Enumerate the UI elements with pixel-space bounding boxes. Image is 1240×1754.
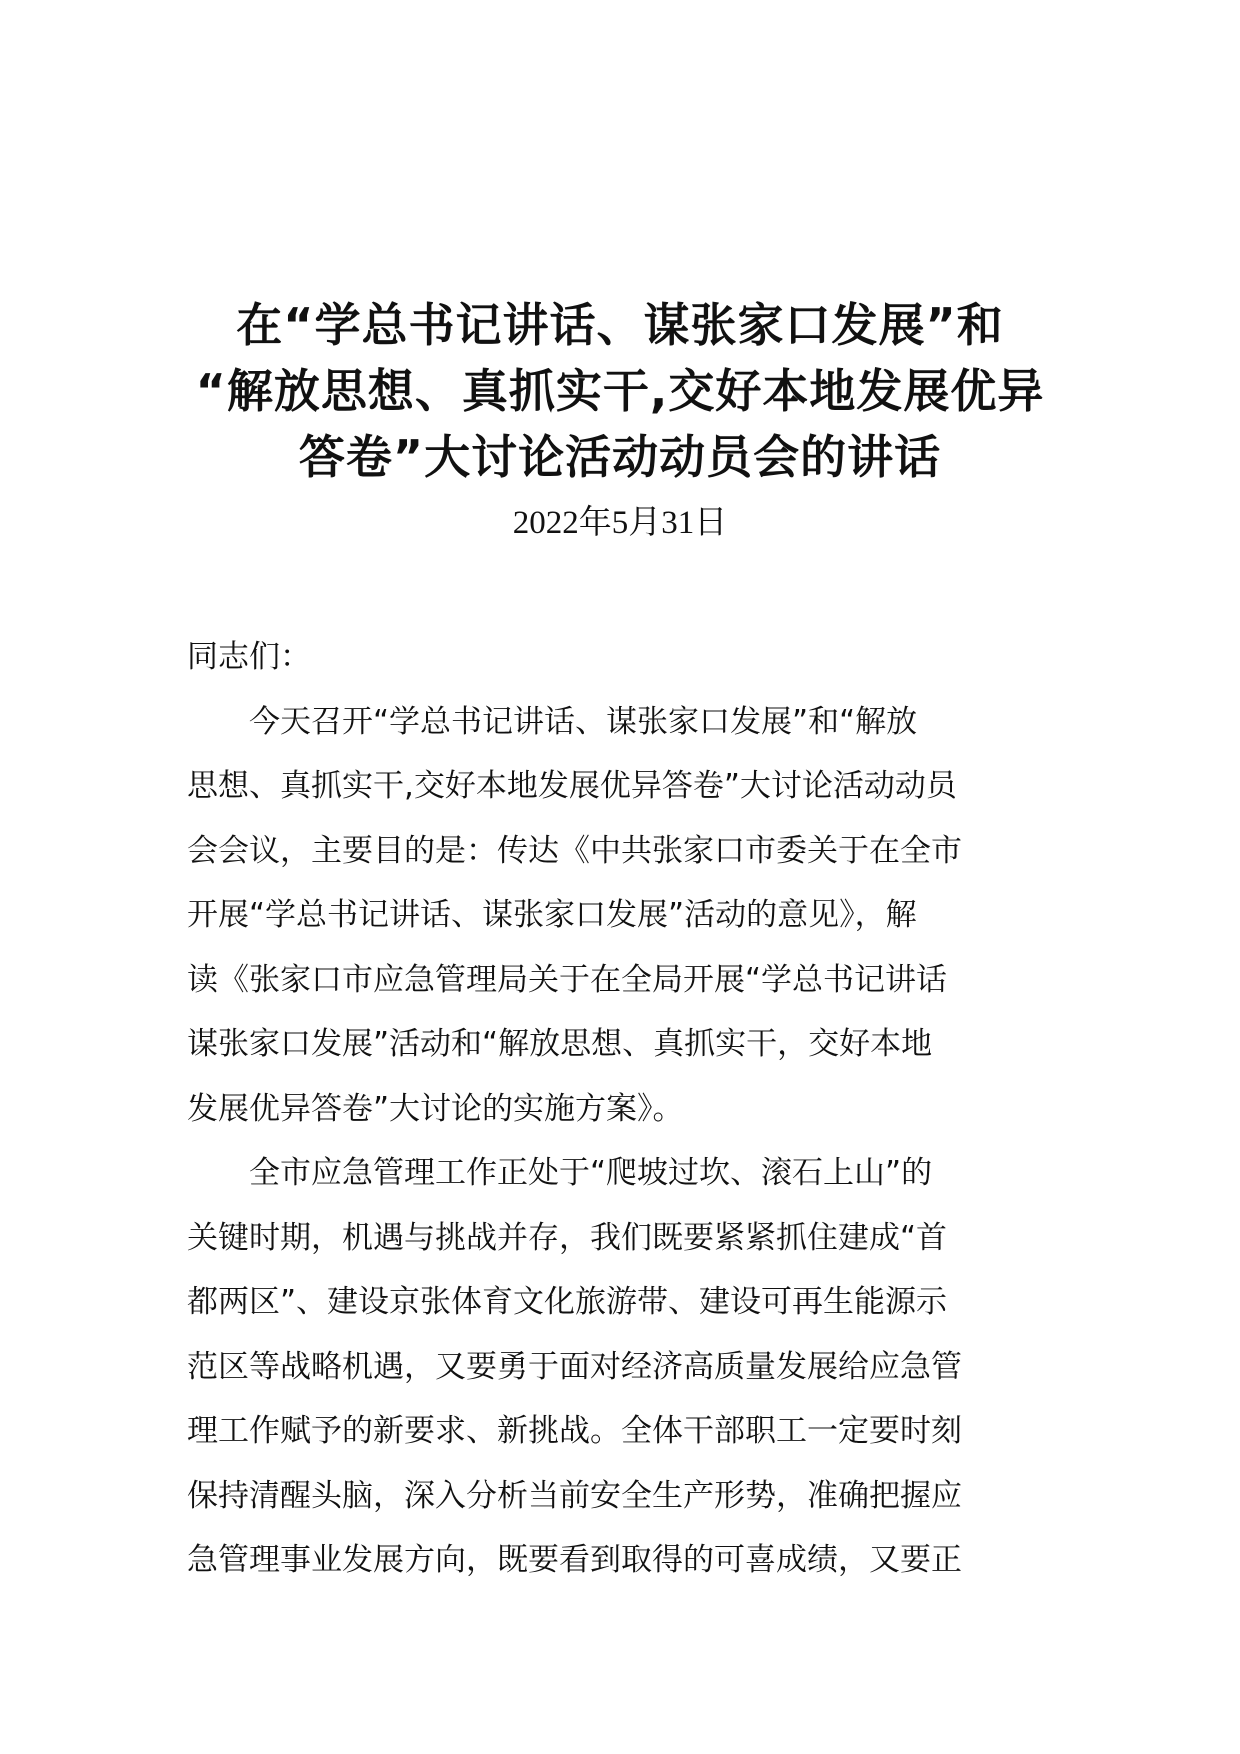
paragraph-2-line: 范区等战略机遇，又要勇于面对经济高质量发展给应急管 [187,1348,962,1385]
paragraph-2-line: 理工作赋予的新要求、新挑战。全体干部职工一定要时刻 [187,1413,962,1449]
paragraph-1-line: 会会议，主要目的是：传达《中共张家口市委关于在全市 [187,832,962,869]
paragraph-1 [187,690,1057,1142]
salutation: 同志们： [187,639,311,675]
paragraph-2-line: 保持清醒头脑，深入分析当前安全生产形势，准确把握应 [187,1477,962,1514]
paragraph-2-line: 都两区”、建设京张体育文化旅游带、建设可再生能源示 [187,1284,948,1320]
document-body [187,625,1057,1593]
paragraph-2-line: 全市应急管理工作正处于“爬坡过坎、滚石上山”的 [249,1155,933,1191]
document-title [150,292,1090,490]
paragraph-1-line: 今天召开“学总书记讲话、谋张家口发展”和“解放 [249,703,918,740]
paragraph-1-line: 思想、真抓实干,交好本地发展优异答卷”大讨论活动动员 [187,768,957,804]
paragraph-1-line: 谋张家口发展”活动和“解放思想、真抓实干，交好本地 [187,1026,933,1062]
title-line-3: 答卷”大讨论活动动员会的讲话 [298,430,942,484]
document-date: 2022年5月31日 [512,505,728,541]
paragraph-1-line: 读《张家口市应急管理局关于在全局开展“学总书记讲话 [187,961,948,998]
paragraph-2-line: 急管理事业发展方向，既要看到取得的可喜成绩，又要正 [187,1542,962,1578]
title-line-1: 在“学总书记讲话、谋张家口发展”和 [236,298,1004,352]
title-line-2: “解放思想、真抓实干,交好本地发展优异 [195,364,1045,418]
paragraph-2 [187,1141,1057,1593]
paragraph-2-line: 关键时期，机遇与挑战并存，我们既要紧紧抓住建成“首 [187,1219,948,1256]
paragraph-1-line: 发展优异答卷”大讨论的实施方案》。 [187,1090,684,1127]
paragraph-1-line: 开展“学总书记讲话、谋张家口发展”活动的意见》，解 [187,897,917,933]
